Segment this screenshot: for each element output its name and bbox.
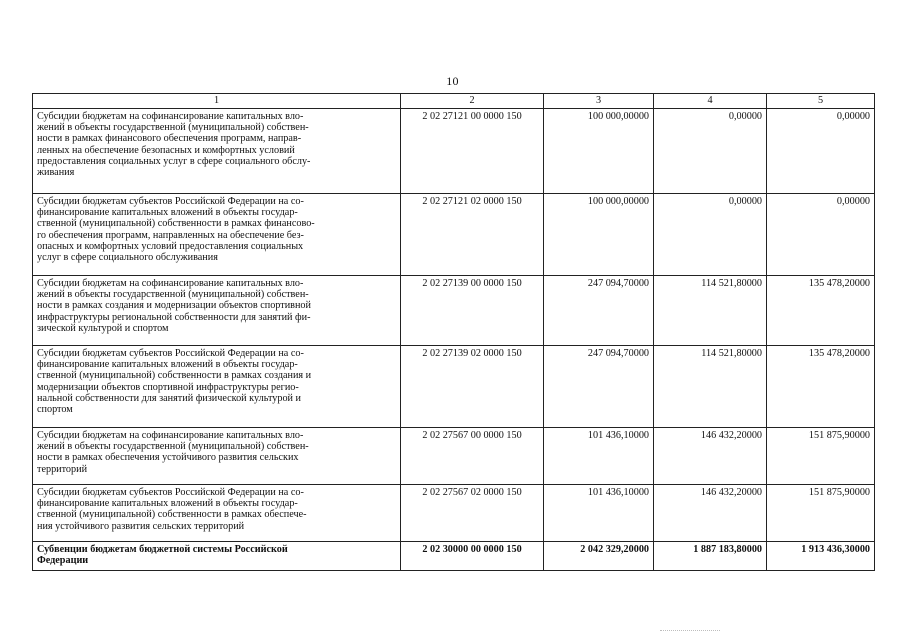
column-header-4: 4	[654, 94, 767, 109]
row-description: Субвенции бюджетам бюджетной системы Российской Федерации	[33, 542, 401, 571]
row-budget-code: 2 02 30000 00 0000 150	[401, 542, 544, 571]
column-header-1: 1	[33, 94, 401, 109]
row-amount-col4: 146 432,20000	[654, 428, 767, 485]
row-amount-col4: 0,00000	[654, 109, 767, 194]
row-description: Субсидии бюджетам субъектов Российской Федерации на со- финансирование капитальных вложений в объекты государ- ственной (муниципальной) собственности в рамках обеспече- ния устойчивого развития сельских территорий	[33, 485, 401, 542]
table-row	[33, 109, 875, 194]
row-amount-col3: 100 000,00000	[544, 194, 654, 276]
table-row-total	[33, 542, 875, 571]
row-budget-code: 2 02 27139 02 0000 150	[401, 346, 544, 428]
row-amount-col3: 100 000,00000	[544, 109, 654, 194]
row-amount-col5: 151 875,90000	[767, 428, 875, 485]
row-amount-col5: 0,00000	[767, 109, 875, 194]
table-row	[33, 276, 875, 346]
row-amount-col5: 135 478,20000	[767, 346, 875, 428]
page-number: 10	[446, 74, 459, 88]
row-amount-col5: 135 478,20000	[767, 276, 875, 346]
row-description: Субсидии бюджетам субъектов Российской Федерации на со- финансирование капитальных вложений в объекты государ- ственной (муниципальной) собственности в рамках создания и модернизации объектов спортивной инфраструктуры регио- нальной собственности для занятий физической культурой и спортом	[33, 346, 401, 428]
row-description: Субсидии бюджетам на софинансирование капитальных вло- жений в объекты государственной (муниципальной) собствен- ности в рамках обеспечения устойчивого развития сельских территорий	[33, 428, 401, 485]
column-header-5: 5	[767, 94, 875, 109]
row-budget-code: 2 02 27139 00 0000 150	[401, 276, 544, 346]
row-budget-code: 2 02 27121 00 0000 150	[401, 109, 544, 194]
row-amount-col4: 114 521,80000	[654, 276, 767, 346]
row-amount-col4: 114 521,80000	[654, 346, 767, 428]
table-header-row	[33, 94, 875, 109]
row-description: Субсидии бюджетам субъектов Российской Федерации на со- финансирование капитальных вложений в объекты государ- ственной (муниципальной) собственности в рамках финансово- го обеспечения программ, направленных на обеспечение без- опасных и комфортных условий предоставления социальных услуг в сфере социального обслуживания	[33, 194, 401, 276]
table-row	[33, 428, 875, 485]
row-amount-col5: 1 913 436,30000	[767, 542, 875, 571]
row-amount-col5: 151 875,90000	[767, 485, 875, 542]
table-row	[33, 346, 875, 428]
row-amount-col3: 101 436,10000	[544, 485, 654, 542]
row-amount-col5: 0,00000	[767, 194, 875, 276]
column-header-2: 2	[401, 94, 544, 109]
row-description: Субсидии бюджетам на софинансирование капитальных вло- жений в объекты государственной (муниципальной) собствен- ности в рамках финансового обеспечения программ, направ- ленных на обеспечение безопасных и комфортных условий предоставления социальных услуг в сфере социального обслу- живания	[33, 109, 401, 194]
row-budget-code: 2 02 27567 00 0000 150	[401, 428, 544, 485]
row-amount-col3: 101 436,10000	[544, 428, 654, 485]
row-budget-code: 2 02 27567 02 0000 150	[401, 485, 544, 542]
row-amount-col4: 146 432,20000	[654, 485, 767, 542]
row-amount-col3: 247 094,70000	[544, 276, 654, 346]
row-amount-col4: 0,00000	[654, 194, 767, 276]
row-amount-col4: 1 887 183,80000	[654, 542, 767, 571]
scan-artifact-line	[660, 630, 720, 632]
table-row	[33, 194, 875, 276]
row-amount-col3: 2 042 329,20000	[544, 542, 654, 571]
table-row	[33, 485, 875, 542]
row-amount-col3: 247 094,70000	[544, 346, 654, 428]
column-header-3: 3	[544, 94, 654, 109]
budget-table	[32, 93, 875, 571]
row-description: Субсидии бюджетам на софинансирование капитальных вло- жений в объекты государственной (муниципальной) собствен- ности в рамках создания и модернизации объектов спортивной инфраструктуры региональной собственности для занятий фи- зической культурой и спортом	[33, 276, 401, 346]
row-budget-code: 2 02 27121 02 0000 150	[401, 194, 544, 276]
